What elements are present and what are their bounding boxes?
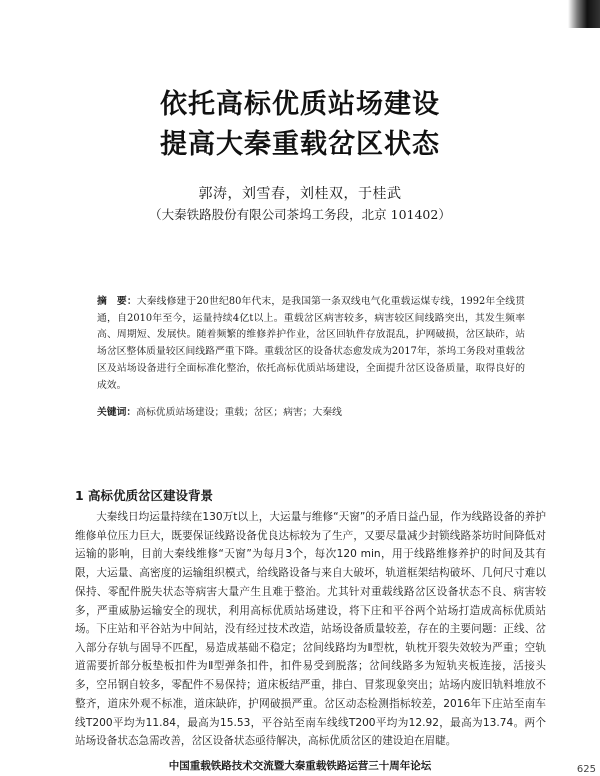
keywords-text: 高标优质站场建设；重载；岔区；病害；大秦线 [136,407,342,418]
affiliation: （大秦铁路股份有限公司茶坞工务段，北京 101402） [149,207,451,222]
paper-title-line2: 提高大秦重载岔区状态 [160,129,440,160]
body-paragraph-1: 大秦线日均运量持续在130万t以上，大运量与维修“天窗”的矛盾日益凸显，作为线路设备的养护维修单位压力巨大，既要保证线路设备优良达标较为了生产，又要尽量减少封锁线路茶坊时间降低对运输的影响，目前大秦线维修“天窗”为每月3个，每次120 min，用于线路维修养护的时间及其有限，大运量、高密度的运输组织模式，给线路设备与来自大破坏，轨道框架结构破坏、几何尺寸难以保持、零配件脱失状态等病害大量产生且难于整治。尤其针对重载线路岔区设备状态不良、病害较多，严重威胁运输安全的现状，利用高标优质站场建设，将下庄和平谷两个站场打造成高标优质站场。 [75,511,546,636]
authors: 郭涛，刘雪春，刘桂双，于桂武 [198,186,402,202]
abstract-label: 摘 要： [97,296,137,307]
page-number: 625 [576,764,596,775]
keywords-label: 关键词： [97,407,137,418]
abstract-text: 大秦线修建于20世纪80年代末，是我国第一条双线电气化重载运煤专线，1992年全线贯通，自2010年至今，运量持续4亿t以上。重载岔区病害较多，病害较区间线路突出，其发生频率高、周期短、发展快。随着频繁的维修养护作业，岔区回轨件存放混乱，护网破损，岔区缺砟，站场岔区整体质量较区间线路严重下降。重载岔区的设备状态愈发成为2017年，茶坞工务段对重载岔区及站场设备进行全面标准化整治，依托高标优质站场建设，全面提升岔区设备质量，取得良好的成效。 [97,296,525,391]
section-heading: 1 高标优质岔区建设背景 [75,488,214,503]
body-paragraph-2: 下庄站和平谷站为中间站，没有经过技术改造，站场设备质量较差，存在的主要问题：正线、岔入部分存轨与固导不匹配，易造成基础不稳定；岔间线路均为Ⅱ型枕，轨枕开裂失效较为严重；空轨道需要折部分板垫板扣件为Ⅱ型弹条扣件，扣件易受到脱落；岔间线路多为短轨夹板连接，活接头多，空吊钢自较多，零配件不易保持；道床板结严重，排白、冒浆现象突出；站场内废旧轨料堆放不整齐，道床外观不标准，道床缺砟，护网破损严重。岔区动态检测指标较差，2016年下庄站至南车线T200平均为11.84，最高为15.53，平谷站至南车线线T200平均为12.92，最高为13.74。两个站场设备状态急需改善，岔区设备状态亟待解决，高标优质岔区的建设迫在眉睫。 [75,623,546,748]
keywords [97,405,525,421]
scan-edge-artifact [568,0,600,28]
paper-title-line1: 依托高标优质站场建设 [160,89,440,120]
page-footer: 中国重载铁路技术交流暨大秦重载铁路运营三十周年论坛 [168,760,432,772]
abstract [97,294,525,394]
